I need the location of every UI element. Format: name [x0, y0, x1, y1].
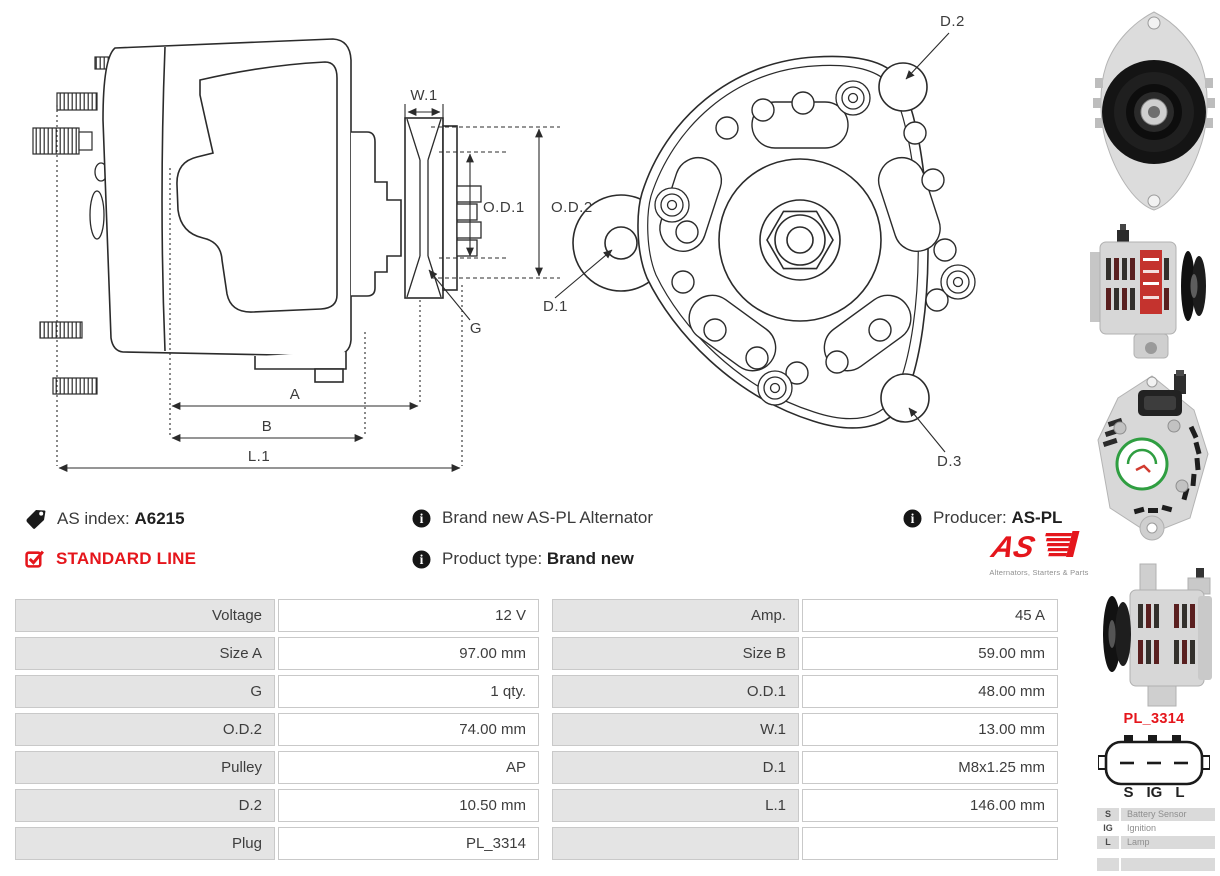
legend-row — [1097, 808, 1215, 821]
spec-value: 13.00 mm — [802, 713, 1058, 746]
alternator-side-view-pulley-left-photo — [1090, 556, 1218, 708]
info-icon — [412, 509, 431, 528]
spec-label: Size A — [15, 637, 275, 670]
technical-drawing — [15, 0, 1075, 495]
dim-label-w1: W.1 — [410, 87, 438, 104]
spec-value: AP — [278, 751, 539, 784]
bolt-hole-d3 — [881, 374, 929, 422]
bolt-hole-d2 — [879, 63, 927, 111]
product-type-info — [412, 549, 634, 569]
spec-value: 146.00 mm — [802, 789, 1058, 822]
plug-legend — [1097, 808, 1215, 872]
legend-key: L — [1097, 836, 1119, 849]
spec-label: Pulley — [15, 751, 275, 784]
spec-value: M8x1.25 mm — [802, 751, 1058, 784]
spec-value: 45 A — [802, 599, 1058, 632]
product-type-value: Brand new — [546, 549, 634, 568]
table-row — [15, 675, 1075, 708]
svg-text:i: i — [419, 551, 424, 567]
tag-icon — [25, 508, 46, 529]
spec-label: D.1 — [552, 751, 799, 784]
spec-label: Size B — [552, 637, 799, 670]
dim-label-d2: D.2 — [940, 13, 965, 30]
brand-new-text: Brand new AS-PL Alternator — [442, 508, 654, 527]
dim-label-d1: D.1 — [543, 298, 568, 315]
standard-line-label: STANDARD LINE — [56, 549, 197, 568]
pin-label: S — [1123, 784, 1134, 801]
spec-label: D.2 — [15, 789, 275, 822]
table-row — [15, 599, 1075, 632]
logo-tagline: Alternators, Starters & Parts — [989, 568, 1089, 577]
svg-text:AS: AS — [988, 530, 1039, 564]
spec-table — [15, 599, 1075, 865]
dim-label-od1: O.D.1 — [483, 199, 525, 216]
legend-row — [1097, 822, 1215, 835]
as-index-label: AS index: — [57, 508, 130, 528]
table-row — [15, 789, 1075, 822]
dim-label-d3: D.3 — [937, 453, 962, 470]
producer-info — [903, 508, 1062, 528]
legend-row — [1097, 836, 1215, 849]
spec-value: 12 V — [278, 599, 539, 632]
alternator-front-view-photo — [1090, 8, 1218, 216]
spec-value: 48.00 mm — [802, 675, 1058, 708]
product-type-label: Product type: — [442, 549, 543, 568]
legend-label: Ignition — [1127, 823, 1157, 833]
table-row — [15, 751, 1075, 784]
spec-value: 74.00 mm — [278, 713, 539, 746]
spec-label: Voltage — [15, 599, 275, 632]
alternator-rear-view-photo — [1090, 368, 1218, 553]
producer-value: AS-PL — [1011, 508, 1063, 527]
checked-checkbox-icon — [25, 549, 45, 569]
spec-value: 97.00 mm — [278, 637, 539, 670]
spec-label: Plug — [15, 827, 275, 860]
legend-label: Lamp — [1121, 836, 1215, 849]
spec-value: 59.00 mm — [802, 637, 1058, 670]
spec-label: O.D.1 — [552, 675, 799, 708]
table-row — [15, 827, 1075, 860]
dim-label-l1: L.1 — [247, 448, 271, 465]
plug-connector-diagram — [1098, 735, 1210, 787]
plug-pin-labels — [1098, 784, 1210, 801]
legend-key: IG — [1103, 823, 1113, 833]
table-row — [15, 637, 1075, 670]
dim-label-a: A — [289, 386, 301, 403]
spec-label: O.D.2 — [15, 713, 275, 746]
front-view-drawing — [573, 56, 975, 428]
legend-key: S — [1097, 808, 1119, 821]
spec-label: Amp. — [552, 599, 799, 632]
as-index — [25, 508, 185, 529]
spec-label: W.1 — [552, 713, 799, 746]
as-index-value: A6215 — [134, 508, 185, 528]
pin-label: L — [1175, 784, 1185, 801]
pin-label: IG — [1146, 784, 1163, 801]
legend-row-empty — [1097, 858, 1215, 871]
as-pl-logo — [984, 529, 1094, 577]
producer-label: Producer: — [933, 508, 1007, 527]
brand-new-info — [412, 508, 653, 528]
info-icon — [412, 550, 431, 569]
spec-value: 1 qty. — [278, 675, 539, 708]
legend-label: Battery Sensor — [1121, 808, 1215, 821]
legend-key — [1097, 858, 1119, 871]
plug-code: PL_3314 — [1123, 711, 1185, 727]
alternator-side-view-pulley-right-photo — [1090, 222, 1218, 364]
legend-label — [1121, 858, 1215, 871]
info-icon — [903, 509, 922, 528]
spec-value: PL_3314 — [278, 827, 539, 860]
dim-label-od2: O.D.2 — [551, 199, 593, 216]
spec-label: L.1 — [552, 789, 799, 822]
dim-label-g: G — [469, 320, 483, 337]
table-row — [15, 713, 1075, 746]
dim-label-b: B — [261, 418, 273, 435]
standard-line — [25, 549, 196, 569]
spec-value — [802, 827, 1058, 860]
as-pl-logo-mark — [987, 529, 1091, 565]
svg-text:i: i — [419, 510, 424, 526]
spec-value: 10.50 mm — [278, 789, 539, 822]
spec-label: G — [15, 675, 275, 708]
svg-text:i: i — [910, 510, 915, 526]
spec-label — [552, 827, 799, 860]
